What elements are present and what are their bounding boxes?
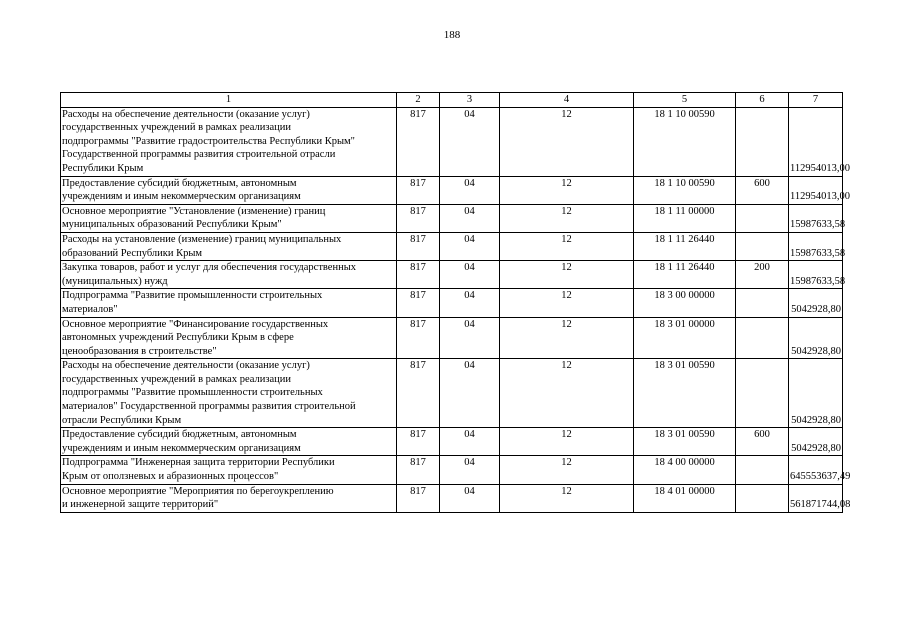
ministry-code-cell: 817 bbox=[397, 107, 440, 176]
ministry-code-cell: 817 bbox=[397, 204, 440, 232]
section-code-cell: 04 bbox=[440, 359, 500, 428]
item-name-cell bbox=[61, 204, 397, 232]
section-code-cell: 04 bbox=[440, 317, 500, 359]
expense-type-cell bbox=[736, 484, 789, 512]
target-article-cell: 18 1 10 00590 bbox=[634, 176, 736, 204]
subsection-code-cell: 12 bbox=[500, 107, 634, 176]
target-article-cell: 18 3 01 00590 bbox=[634, 428, 736, 456]
table-row bbox=[61, 317, 843, 359]
subsection-code-cell: 12 bbox=[500, 261, 634, 289]
expense-type-cell: 200 bbox=[736, 261, 789, 289]
expense-type-cell: 600 bbox=[736, 428, 789, 456]
section-code-cell: 04 bbox=[440, 107, 500, 176]
item-name-line: Крым от оползневых и абразионных процессов" bbox=[62, 471, 279, 483]
table-row bbox=[61, 176, 843, 204]
item-name-cell bbox=[61, 176, 397, 204]
table-row bbox=[61, 204, 843, 232]
expense-type-cell bbox=[736, 107, 789, 176]
ministry-code-cell: 817 bbox=[397, 176, 440, 204]
expense-type-cell bbox=[736, 456, 789, 484]
ministry-code-cell: 817 bbox=[397, 232, 440, 260]
item-name-line: учреждениям и иным некоммерческим организациям bbox=[62, 442, 301, 454]
item-name-line: Подпрограмма "Развитие промышленности строительных bbox=[62, 290, 323, 302]
item-name-line: государственных учреждений в рамках реализации bbox=[62, 122, 292, 134]
item-name-line: материалов" Государственной программы развития строительной bbox=[62, 401, 356, 413]
amount-cell: 15987633,58 bbox=[789, 261, 843, 289]
item-name-line: подпрограммы "Развитие промышленности строительных bbox=[62, 387, 323, 399]
table-row bbox=[61, 456, 843, 484]
amount-cell: 15987633,58 bbox=[789, 204, 843, 232]
column-header: 2 bbox=[397, 93, 440, 108]
column-header: 5 bbox=[634, 93, 736, 108]
budget-table-body bbox=[61, 93, 851, 513]
item-name-line: муниципальных образований Республики Крым" bbox=[62, 219, 282, 231]
expense-type-cell: 600 bbox=[736, 176, 789, 204]
item-name-line: государственных учреждений в рамках реализации bbox=[62, 373, 292, 385]
item-name-line: Предоставление субсидий бюджетным, автономным bbox=[62, 429, 297, 441]
target-article-cell: 18 1 11 26440 bbox=[634, 261, 736, 289]
amount-cell: 5042928,80 bbox=[789, 428, 843, 456]
table-row bbox=[61, 289, 843, 317]
item-name-line: учреждениям и иным некоммерческим организациям bbox=[62, 191, 301, 203]
amount-cell: 561871744,08 bbox=[789, 484, 843, 512]
item-name-line: Государственной программы развития строительной отрасли bbox=[62, 149, 336, 161]
item-name-cell bbox=[61, 428, 397, 456]
item-name-cell bbox=[61, 261, 397, 289]
subsection-code-cell: 12 bbox=[500, 359, 634, 428]
section-code-cell: 04 bbox=[440, 232, 500, 260]
expense-type-cell bbox=[736, 204, 789, 232]
table-row bbox=[61, 484, 843, 512]
item-name-line: Республики Крым bbox=[62, 162, 144, 174]
item-name-line: материалов" bbox=[62, 303, 118, 315]
amount-cell: 5042928,80 bbox=[789, 359, 843, 428]
amount-cell: 5042928,80 bbox=[789, 289, 843, 317]
page-number: 188 bbox=[443, 29, 461, 41]
item-name-line: ценообразования в строительстве" bbox=[62, 345, 217, 357]
expense-type-cell bbox=[736, 359, 789, 428]
item-name-cell bbox=[61, 232, 397, 260]
item-name-line: Основное мероприятие "Мероприятия по берегоукреплению bbox=[62, 485, 334, 497]
expense-type-cell bbox=[736, 232, 789, 260]
amount-cell: 5042928,80 bbox=[789, 317, 843, 359]
amount-cell: 112954013,00 bbox=[789, 176, 843, 204]
item-name-cell bbox=[61, 107, 397, 176]
ministry-code-cell: 817 bbox=[397, 359, 440, 428]
item-name-line: (муниципальных) нужд bbox=[62, 275, 168, 287]
amount-cell: 112954013,00 bbox=[789, 107, 843, 176]
subsection-code-cell: 12 bbox=[500, 232, 634, 260]
amount-cell: 15987633,58 bbox=[789, 232, 843, 260]
item-name-line: Основное мероприятие "Финансирование государственных bbox=[62, 318, 329, 330]
table-row bbox=[61, 232, 843, 260]
subsection-code-cell: 12 bbox=[500, 176, 634, 204]
target-article-cell: 18 3 00 00000 bbox=[634, 289, 736, 317]
amount-cell: 645553637,49 bbox=[789, 456, 843, 484]
subsection-code-cell: 12 bbox=[500, 317, 634, 359]
subsection-code-cell: 12 bbox=[500, 484, 634, 512]
column-header: 3 bbox=[440, 93, 500, 108]
item-name-line: автономных учреждений Республики Крым в сфере bbox=[62, 332, 294, 344]
item-name-line: и инженерной защите территорий" bbox=[62, 499, 219, 511]
item-name-line: отрасли Республики Крым bbox=[62, 414, 182, 426]
ministry-code-cell: 817 bbox=[397, 456, 440, 484]
expense-type-cell bbox=[736, 317, 789, 359]
item-name-cell bbox=[61, 317, 397, 359]
subsection-code-cell: 12 bbox=[500, 456, 634, 484]
table-header-row bbox=[61, 93, 843, 108]
target-article-cell: 18 3 01 00590 bbox=[634, 359, 736, 428]
target-article-cell: 18 1 10 00590 bbox=[634, 107, 736, 176]
item-name-line: образований Республики Крым bbox=[62, 247, 203, 259]
ministry-code-cell: 817 bbox=[397, 289, 440, 317]
subsection-code-cell: 12 bbox=[500, 204, 634, 232]
ministry-code-cell: 817 bbox=[397, 428, 440, 456]
ministry-code-cell: 817 bbox=[397, 484, 440, 512]
subsection-code-cell: 12 bbox=[500, 428, 634, 456]
column-header: 6 bbox=[736, 93, 789, 108]
item-name-cell bbox=[61, 456, 397, 484]
item-name-line: Закупка товаров, работ и услуг для обеспечения государственных bbox=[62, 262, 357, 274]
target-article-cell: 18 4 00 00000 bbox=[634, 456, 736, 484]
table-row bbox=[61, 359, 843, 428]
item-name-cell bbox=[61, 289, 397, 317]
section-code-cell: 04 bbox=[440, 289, 500, 317]
item-name-cell bbox=[61, 359, 397, 428]
target-article-cell: 18 4 01 00000 bbox=[634, 484, 736, 512]
section-code-cell: 04 bbox=[440, 204, 500, 232]
section-code-cell: 04 bbox=[440, 456, 500, 484]
item-name-cell bbox=[61, 484, 397, 512]
item-name-line: Расходы на обеспечение деятельности (оказание услуг) bbox=[62, 108, 310, 120]
table-row bbox=[61, 107, 843, 176]
target-article-cell: 18 3 01 00000 bbox=[634, 317, 736, 359]
section-code-cell: 04 bbox=[440, 176, 500, 204]
item-name-line: Подпрограмма "Инженерная защита территории Республики bbox=[62, 457, 335, 469]
target-article-cell: 18 1 11 26440 bbox=[634, 232, 736, 260]
item-name-line: Расходы на обеспечение деятельности (оказание услуг) bbox=[62, 360, 310, 372]
section-code-cell: 04 bbox=[440, 261, 500, 289]
target-article-cell: 18 1 11 00000 bbox=[634, 204, 736, 232]
item-name-line: Расходы на установление (изменение) границ муниципальных bbox=[62, 233, 342, 245]
section-code-cell: 04 bbox=[440, 428, 500, 456]
subsection-code-cell: 12 bbox=[500, 289, 634, 317]
column-header: 4 bbox=[500, 93, 634, 108]
table-row bbox=[61, 428, 843, 456]
item-name-line: подпрограммы "Развитие градостроительства Республики Крым" bbox=[62, 135, 355, 147]
section-code-cell: 04 bbox=[440, 484, 500, 512]
column-header: 1 bbox=[61, 93, 397, 108]
item-name-line: Предоставление субсидий бюджетным, автономным bbox=[62, 177, 297, 189]
expense-type-cell bbox=[736, 289, 789, 317]
ministry-code-cell: 817 bbox=[397, 317, 440, 359]
item-name-line: Основное мероприятие "Установление (изменение) границ bbox=[62, 205, 326, 217]
budget-table bbox=[60, 92, 851, 513]
ministry-code-cell: 817 bbox=[397, 261, 440, 289]
table-row bbox=[61, 261, 843, 289]
column-header: 7 bbox=[789, 93, 843, 108]
